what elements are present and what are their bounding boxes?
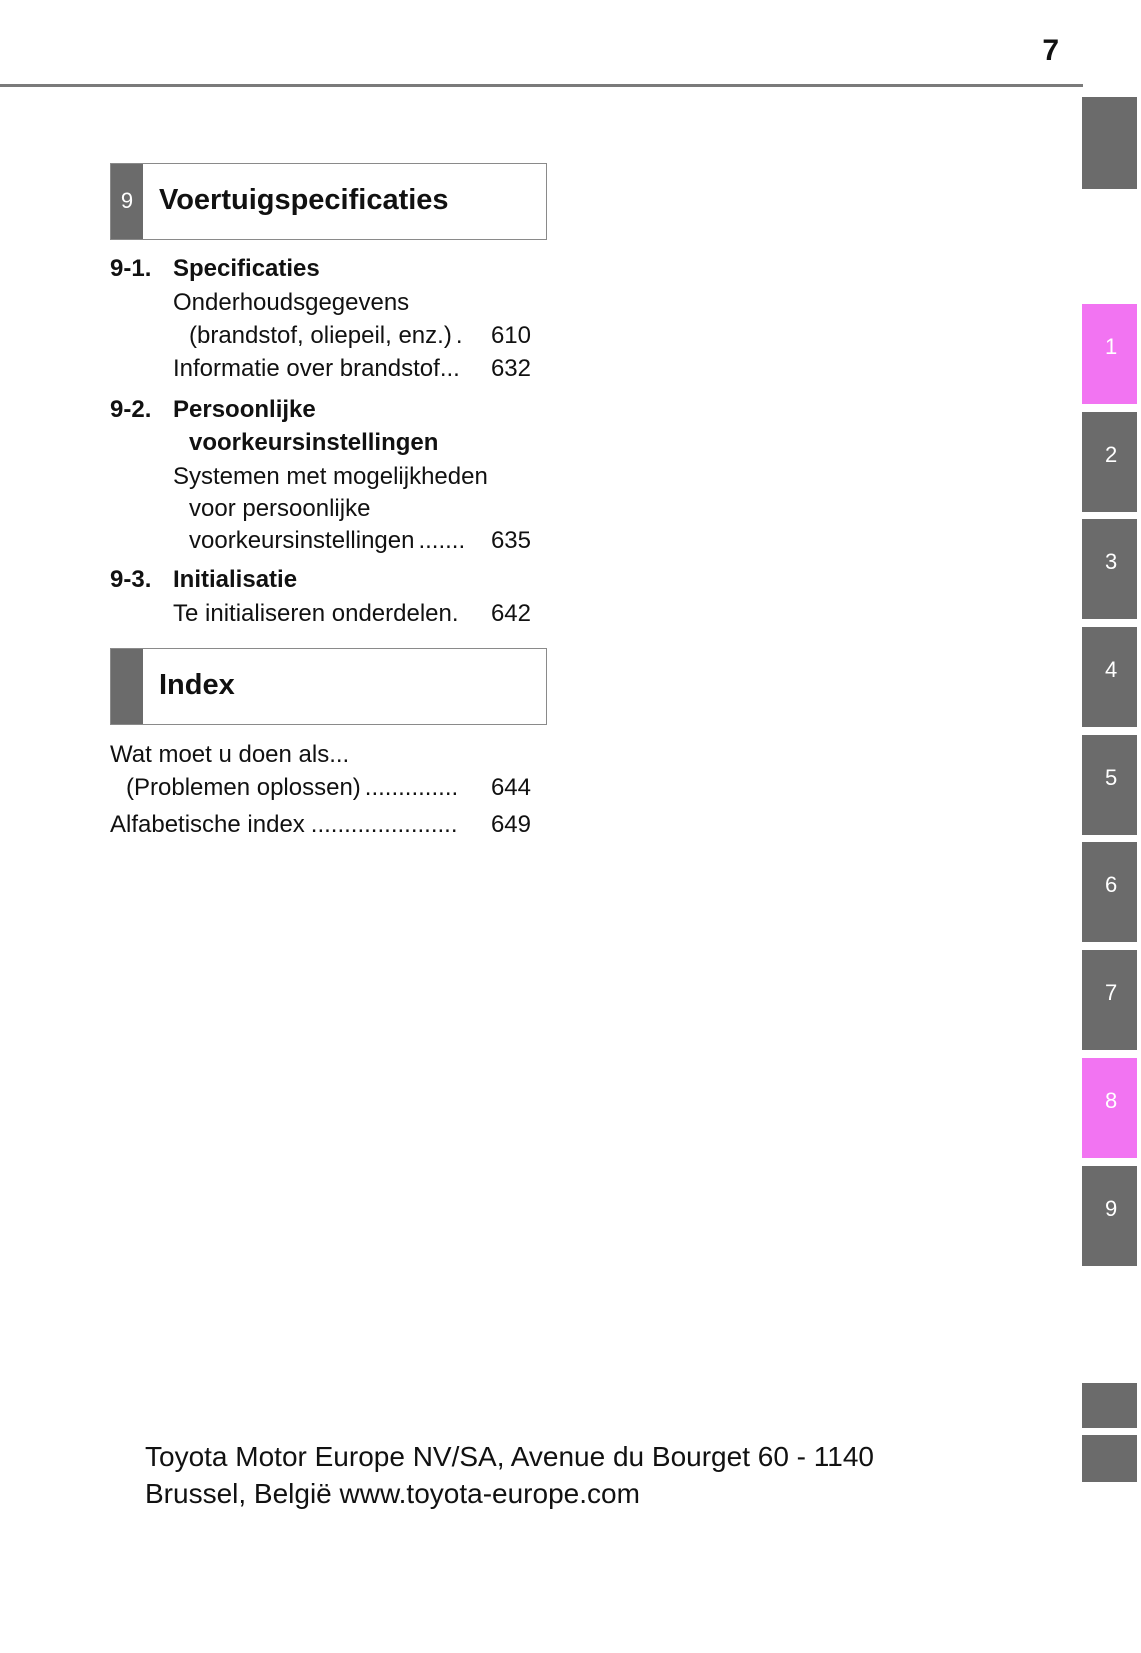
subsection-9-2-title-cont[interactable]: voorkeursinstellingen (189, 429, 439, 456)
footer-line-1: Toyota Motor Europe NV/SA, Avenue du Bourget 60 - 1140 (145, 1441, 874, 1472)
tab-chapter-3[interactable] (1082, 519, 1137, 619)
section-number: 9 (111, 164, 143, 239)
subsection-9-1-number: 9-1. (110, 255, 152, 282)
footer-line-2: Brussel, België www.toyota-europe.com (145, 1478, 640, 1509)
page-ref: 644 (490, 774, 531, 801)
tab-label: 5 (1105, 765, 1118, 790)
subsection-9-2-title[interactable]: Persoonlijke (173, 396, 316, 423)
page-ref: 635 (490, 527, 531, 554)
toc-entry-onderhoudsgegevens-cont[interactable]: (brandstof, oliepeil, enz.) . 610 (189, 322, 531, 349)
tab-label: 3 (1105, 549, 1118, 574)
section-9-header (110, 163, 547, 240)
tab-label: 4 (1105, 657, 1118, 682)
publisher-footer (145, 1438, 985, 1512)
toc-entry-systemen-cont[interactable]: voor persoonlijke (189, 495, 371, 522)
header-rule (0, 84, 1083, 87)
toc-entry-onderhoudsgegevens[interactable]: Onderhoudsgegevens (173, 289, 410, 316)
section-bar (111, 649, 143, 724)
tab-label: 7 (1105, 980, 1118, 1005)
tab-chapter-8[interactable] (1082, 1058, 1137, 1158)
toc-entry-problemen-oplossen[interactable]: (Problemen oplossen) .............. 644 (126, 774, 531, 801)
toc-entry-initialiseren[interactable]: Te initialiseren onderdelen . 642 (173, 600, 531, 627)
subsection-9-1-title[interactable]: Specificaties (173, 255, 320, 282)
tab-label: 9 (1105, 1196, 1118, 1221)
page-number: 7 (1042, 34, 1059, 67)
tab-blank-bottom-1[interactable] (1082, 1383, 1137, 1428)
tab-blank-bottom-2[interactable] (1082, 1435, 1137, 1482)
tab-chapter-6[interactable] (1082, 842, 1137, 942)
tab-chapter-5[interactable] (1082, 735, 1137, 835)
toc-entry-wat-moet-u-doen[interactable]: Wat moet u doen als... (110, 741, 350, 768)
tab-label: 6 (1105, 872, 1118, 897)
tab-chapter-4[interactable] (1082, 627, 1137, 727)
subsection-9-2-number: 9-2. (110, 396, 152, 423)
index-section-header (110, 648, 547, 725)
tab-chapter-9[interactable] (1082, 1166, 1137, 1266)
subsection-9-3-number: 9-3. (110, 566, 152, 593)
tab-label: 8 (1105, 1088, 1118, 1113)
tab-chapter-1[interactable] (1082, 304, 1137, 404)
toc-entry-informatie-brandstof[interactable]: Informatie over brandstof ... 632 (173, 355, 531, 382)
page-ref: 610 (490, 322, 531, 349)
subsection-9-3-title[interactable]: Initialisatie (173, 566, 298, 593)
page-ref: 642 (490, 600, 531, 627)
toc-entry-systemen-cont2[interactable]: voorkeursinstellingen ....... 635 (189, 527, 531, 554)
tab-label: 2 (1105, 442, 1118, 467)
section-title: Voertuigspecificaties (159, 184, 449, 216)
page-ref: 649 (490, 811, 531, 838)
tab-label: 1 (1105, 334, 1118, 359)
tab-chapter-7[interactable] (1082, 950, 1137, 1050)
tab-chapter-2[interactable] (1082, 412, 1137, 512)
page-ref: 632 (490, 355, 531, 382)
tab-blank-top[interactable] (1082, 97, 1137, 189)
toc-entry-alfabetische-index[interactable]: Alfabetische index ...................... 649 (110, 811, 531, 838)
toc-entry-systemen[interactable]: Systemen met mogelijkheden (173, 463, 488, 490)
section-title: Index (159, 669, 235, 701)
